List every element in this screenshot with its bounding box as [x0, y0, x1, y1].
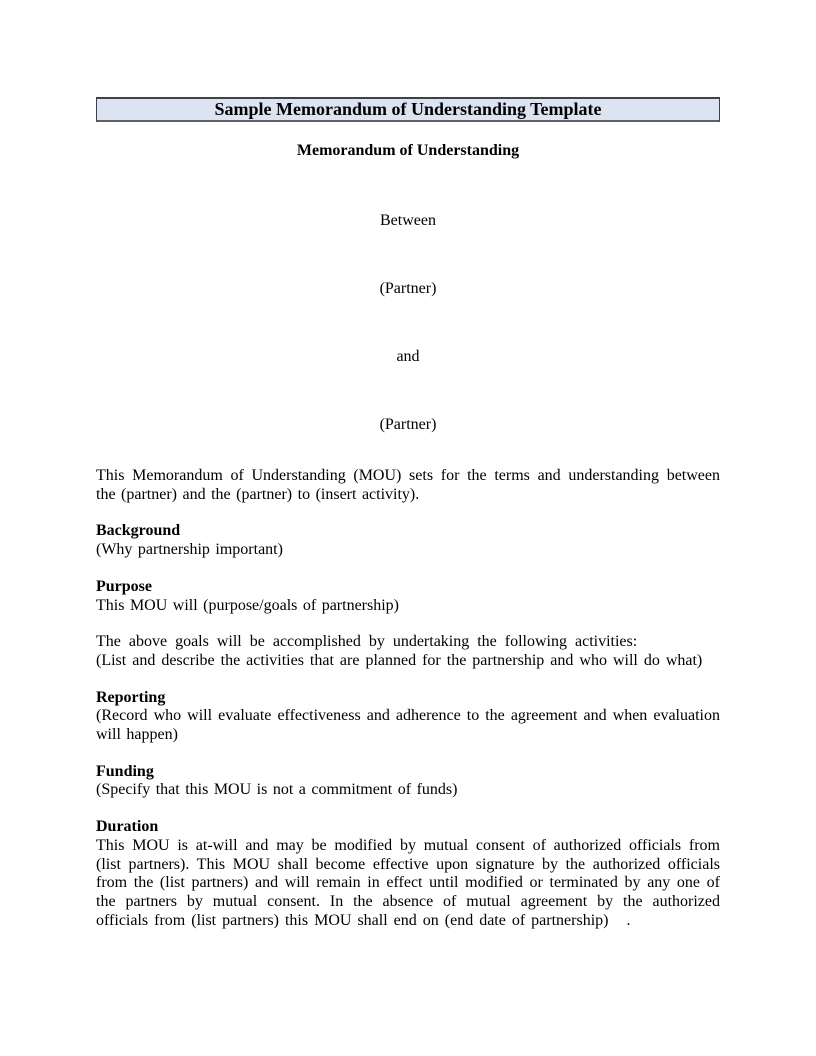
- goals-line-1: The above goals will be accomplished by undertaking the following activities:: [96, 633, 638, 651]
- intro-paragraph: This Memorandum of Understanding (MOU) sets for the terms and understanding between the (partner) and the (partner) to (insert activity).: [96, 467, 720, 503]
- duration-body: This MOU is at-will and may be modified by mutual consent of authorized officials from (list partners). This MOU shall become effective upon signature by the authorized officials from the (list partners) and will remain in effect until modified or terminated by any one of the partners by mutual consent. In the absence of mutual agreement by the authorized officials from (list partners) this MOU shall end on (end date of partnership) .: [96, 836, 720, 929]
- goals-line-2: (List and describe the activities that are planned for the partnership and who will do what): [96, 651, 703, 669]
- section-goals: [96, 633, 720, 670]
- background-body: (Why partnership important): [96, 541, 283, 559]
- doc-title: Memorandum of Understanding: [296, 142, 520, 159]
- funding-body: (Specify that this MOU is not a commitment of funds): [96, 781, 458, 799]
- section-duration: [96, 818, 720, 930]
- partner-1-placeholder: (Partner): [379, 280, 437, 297]
- section-background: [96, 522, 720, 559]
- duration-heading: Duration: [96, 818, 159, 836]
- section-reporting: [96, 689, 720, 745]
- reporting-body: (Record who will evaluate effectiveness and adherence to the agreement and when evaluation will happen): [96, 707, 720, 744]
- purpose-heading: Purpose: [96, 577, 152, 595]
- partner-2-placeholder: (Partner): [379, 416, 437, 433]
- and-label: and: [396, 348, 420, 365]
- purpose-body: This MOU will (purpose/goals of partnership): [96, 596, 400, 614]
- document-content: [96, 97, 720, 930]
- between-label: Between: [380, 212, 436, 229]
- reporting-heading: Reporting: [96, 688, 166, 706]
- background-heading: Background: [96, 522, 181, 540]
- section-funding: [96, 763, 720, 800]
- banner-title: Sample Memorandum of Understanding Template: [214, 99, 602, 119]
- title-banner: [96, 97, 720, 122]
- section-purpose: [96, 578, 720, 615]
- funding-heading: Funding: [96, 762, 154, 780]
